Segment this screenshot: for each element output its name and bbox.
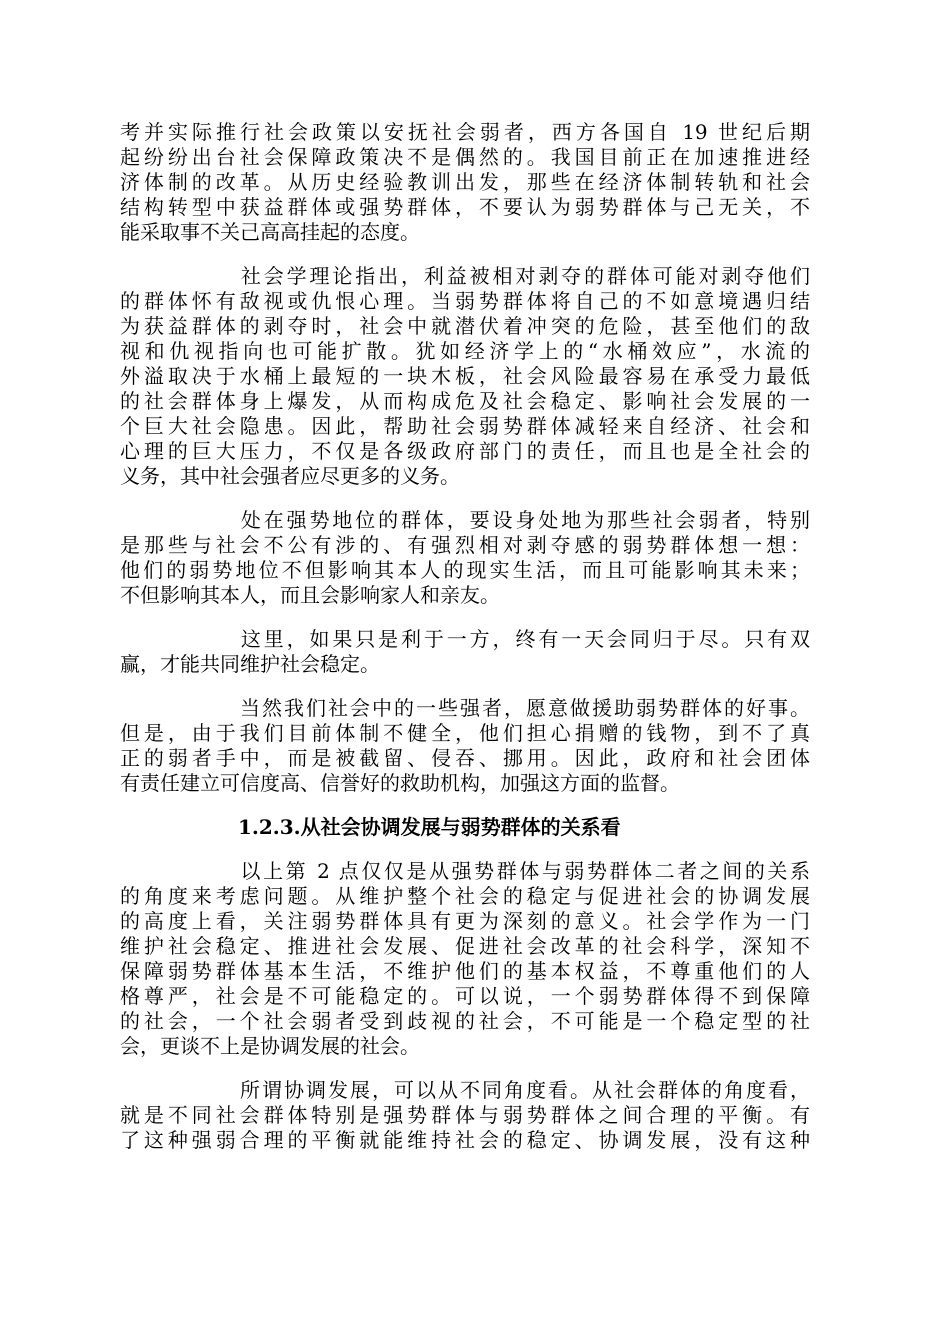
paragraph xyxy=(120,1078,810,1153)
text-line-content: 社会学理论指出，利益被相对剥夺的群体可能对剥夺他们 xyxy=(238,264,810,288)
text-line xyxy=(120,859,810,884)
text-line: 起纷纷出台社会保障政策决不是偶然的。我国目前正在加速推进经 xyxy=(120,145,810,169)
text-line: 保障弱势群体基本生活，不维护他们的基本权益，不尊重他们的人 xyxy=(120,959,810,983)
text-line: 格尊严，社会是不可能稳定的。可以说，一个弱势群体得不到保障 xyxy=(120,984,810,1008)
text-line-content: 处在强势地位的群体，要设身处地为那些社会弱者，特别 xyxy=(238,508,810,532)
text-line: 正的弱者手中，而是被截留、侵吞、挪用。因此，政府和社会团体 xyxy=(120,746,810,770)
paragraph xyxy=(120,264,810,489)
text-line xyxy=(120,627,810,652)
text-line: 外溢取决于水桶上最短的一块木板，社会风险最容易在承受力最低 xyxy=(120,364,810,388)
text-line: 的社会，一个社会弱者受到歧视的社会，不可能是一个稳定型的社 xyxy=(120,1009,810,1033)
text-line-content: 这里，如果只是利于一方，终有一天会同归于尽。只有双 xyxy=(238,627,810,651)
paragraph xyxy=(120,627,810,677)
text-line: 他们的弱势地位不但影响其本人的现实生活，而且可能影响其未来； xyxy=(120,558,810,582)
text-line xyxy=(120,696,810,721)
text-line: 有责任建立可信度高、信誉好的救助机构，加强这方面的监督。 xyxy=(120,771,680,795)
paragraph xyxy=(120,508,810,608)
text-line: 了这种强弱合理的平衡就能维持社会的稳定、协调发展，没有这种 xyxy=(120,1128,810,1152)
text-line: 的社会群体身上爆发，从而构成危及社会稳定、影响社会发展的一 xyxy=(120,389,810,413)
text-line xyxy=(120,508,810,533)
text-line: 的角度来考虑问题。从维护整个社会的稳定与促进社会的协调发展 xyxy=(120,884,810,908)
text-line: 为获益群体的剥夺时，社会中就潜伏着冲突的危险，甚至他们的敌 xyxy=(120,314,810,338)
text-line: 赢，才能共同维护社会稳定。 xyxy=(120,652,380,676)
text-line: 会，更谈不上是协调发展的社会。 xyxy=(120,1034,420,1058)
text-line: 济体制的改革。从历史经验教训出发，那些在经济体制转轨和社会 xyxy=(120,170,810,194)
text-line: 视和仇视指向也可能扩散。犹如经济学上的“水桶效应”，水流的 xyxy=(120,339,810,363)
text-line: 结构转型中获益群体或强势群体，不要认为弱势群体与己无关，不 xyxy=(120,195,810,219)
paragraph xyxy=(120,696,810,796)
text-line xyxy=(120,264,810,289)
text-line: 心理的巨大压力，不仅是各级政府部门的责任，而且也是全社会的 xyxy=(120,439,810,463)
document-page xyxy=(120,120,810,1172)
text-line: 不但影响其本人，而且会影响家人和亲友。 xyxy=(120,583,500,607)
text-line: 维护社会稳定、推进社会发展、促进社会改革的社会科学，深知不 xyxy=(120,934,810,958)
text-line: 的群体怀有敌视或仇恨心理。当弱势群体将自己的不如意境遇归结 xyxy=(120,289,810,313)
text-line: 义务，其中社会强者应尽更多的义务。 xyxy=(120,464,460,488)
text-line-content: 以上第 2 点仅仅是从强势群体与弱势群体二者之间的关系 xyxy=(238,859,810,883)
section-heading: 1.2.3.从社会协调发展与弱势群体的关系看 xyxy=(238,815,621,839)
text-line: 能采取事不关己高高挂起的态度。 xyxy=(120,220,420,244)
text-line: 就是不同社会群体特别是强势群体与弱势群体之间合理的平衡。有 xyxy=(120,1103,810,1127)
text-line: 的高度上看，关注弱势群体具有更为深刻的意义。社会学作为一门 xyxy=(120,909,810,933)
text-line: 但是，由于我们目前体制不健全，他们担心捐赠的钱物，到不了真 xyxy=(120,721,810,745)
text-line: 是那些与社会不公有涉的、有强烈相对剥夺感的弱势群体想一想： xyxy=(120,533,810,557)
text-line: 考并实际推行社会政策以安抚社会弱者，西方各国自 19 世纪后期 xyxy=(120,120,810,144)
text-line-content: 当然我们社会中的一些强者，愿意做援助弱势群体的好事。 xyxy=(238,696,810,720)
text-line-content: 所谓协调发展，可以从不同角度看。从社会群体的角度看， xyxy=(238,1078,810,1102)
paragraph xyxy=(120,120,810,245)
paragraph xyxy=(120,859,810,1059)
text-line xyxy=(120,1078,810,1103)
text-line: 个巨大社会隐患。因此，帮助社会弱势群体减轻来自经济、社会和 xyxy=(120,414,810,438)
